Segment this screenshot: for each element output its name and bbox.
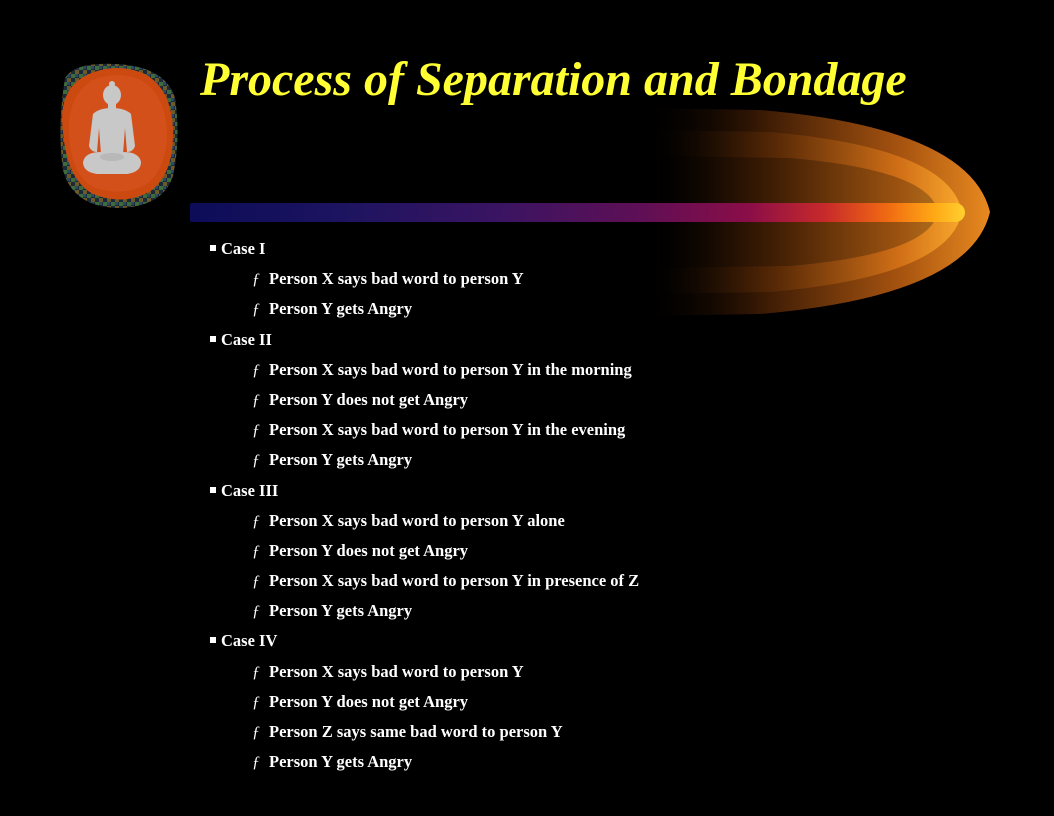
case-label: Case II	[221, 329, 272, 349]
case-item-text: Person Y gets Angry	[269, 450, 413, 470]
case-item-text: Person X says bad word to person Y in presence of Z	[269, 571, 640, 591]
sub-bullet-icon: ƒ	[252, 542, 260, 560]
sub-bullet-icon: ƒ	[252, 603, 260, 621]
sub-bullet-icon: ƒ	[252, 573, 260, 591]
case-item	[210, 568, 830, 598]
sub-bullet-icon: ƒ	[252, 391, 260, 409]
meditating-figure-icon	[55, 58, 181, 210]
case-item-text: Person X says bad word to person Y alone	[269, 510, 565, 530]
case-item-text: Person X says bad word to person Y in the evening	[269, 420, 626, 440]
sub-bullet-icon: ƒ	[252, 663, 260, 681]
sub-bullet-icon: ƒ	[252, 724, 260, 741]
square-bullet-icon	[210, 245, 216, 251]
case-item-text: Person X says bad word to person Y	[269, 269, 524, 289]
case-item	[210, 719, 830, 749]
case-item	[210, 357, 830, 387]
case-label: Case III	[221, 480, 279, 500]
case-item-text: Person Y does not get Angry	[269, 691, 469, 711]
sub-bullet-icon: ƒ	[252, 754, 260, 772]
sub-bullet-icon: ƒ	[252, 301, 260, 319]
case-item-text: Person X says bad word to person Y	[269, 661, 524, 681]
case-heading	[210, 478, 830, 508]
case-item-text: Person Y gets Angry	[269, 299, 413, 319]
square-bullet-icon	[210, 637, 216, 643]
case-item	[210, 659, 830, 689]
case-heading	[210, 327, 830, 357]
case-item	[210, 387, 830, 417]
case-item	[210, 266, 830, 296]
case-item	[210, 508, 830, 538]
case-item-text: Person Y gets Angry	[269, 752, 413, 772]
case-heading	[210, 236, 830, 266]
case-item-text: Person X says bad word to person Y in the morning	[269, 359, 632, 379]
slide-title: Process of Separation and Bondage	[200, 53, 907, 106]
case-item-text: Person Y does not get Angry	[269, 389, 469, 409]
square-bullet-icon	[210, 487, 216, 493]
sub-bullet-icon: ƒ	[252, 452, 260, 470]
case-item-text: Person Z says same bad word to person Y	[269, 722, 563, 741]
case-item	[210, 447, 830, 477]
square-bullet-icon	[210, 336, 216, 342]
sub-bullet-icon: ƒ	[252, 512, 260, 530]
case-item	[210, 538, 830, 568]
sub-bullet-icon: ƒ	[252, 271, 260, 289]
case-heading	[210, 628, 830, 658]
case-item	[210, 689, 830, 719]
sub-bullet-icon: ƒ	[252, 693, 260, 711]
case-label: Case IV	[221, 631, 278, 651]
case-item-text: Person Y gets Angry	[269, 601, 413, 621]
case-item	[210, 749, 830, 779]
case-item	[210, 417, 830, 447]
gradient-divider-bar	[190, 203, 965, 222]
case-item	[210, 598, 830, 628]
case-list	[210, 236, 830, 779]
sub-bullet-icon: ƒ	[252, 422, 260, 440]
sub-bullet-icon: ƒ	[252, 361, 260, 379]
case-label: Case I	[221, 239, 266, 258]
case-item-text: Person Y does not get Angry	[269, 540, 469, 560]
case-item	[210, 296, 830, 326]
